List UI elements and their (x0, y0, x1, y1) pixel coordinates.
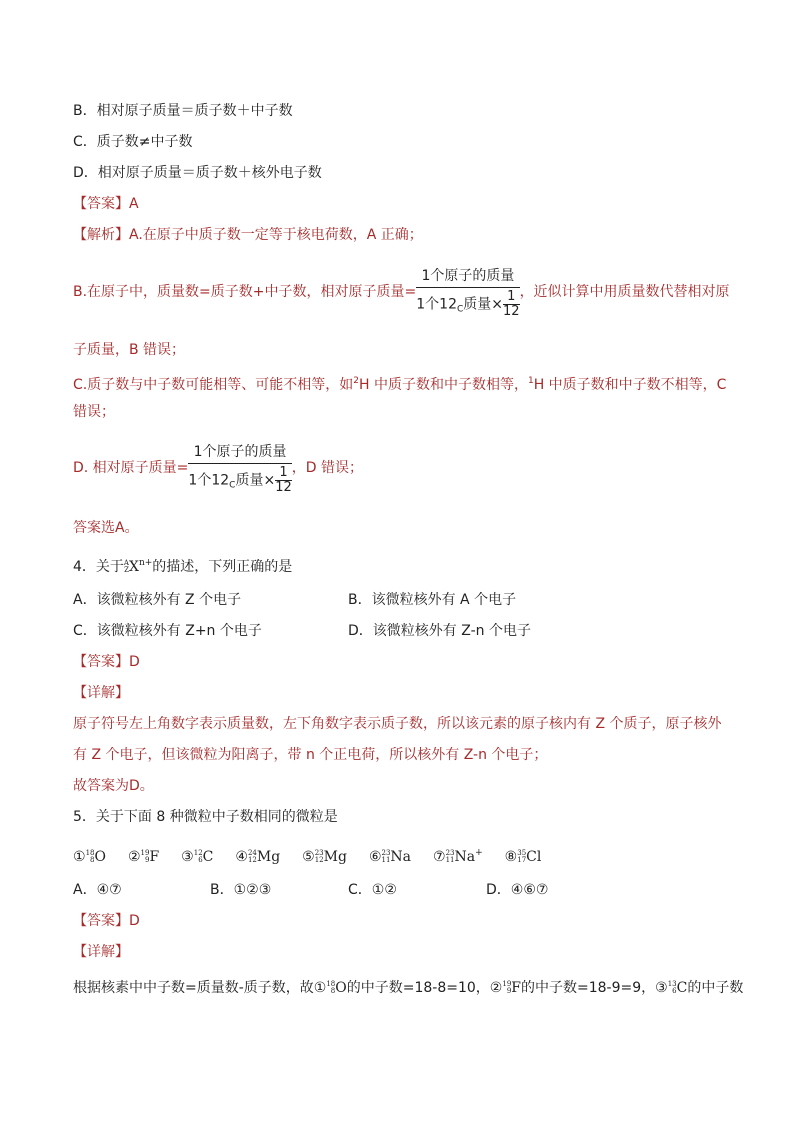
q3-option-b: B．相对原子质量＝质子数＋中子数 (73, 103, 293, 119)
q3-analysis-c: C.质子数与中子数可能相等、可能不相等，如$^2$H 中质子数和中子数相等，$^1$H 中质子数和中子数不相等，C (73, 376, 727, 393)
q5-stem: 5．关于下面 8 种微粒中子数相同的微粒是 (73, 809, 338, 825)
analysis-a-text: A.在原子中质子数一定等于核电荷数，A 正确； (129, 227, 423, 243)
answer-value: A (129, 196, 139, 212)
q4-option-c: C．该微粒核外有 Z+n 个电子 (73, 623, 262, 639)
q4-detail-1: 原子符号左上角数字表示质量数，左下角数字表示质子数，所以该元素的原子核内有 Z 个质子，原子核外 (73, 716, 722, 732)
q5-option-d: D．④⑥⑦ (486, 882, 549, 898)
particle-item: ② 19 9 F (127, 849, 160, 865)
fraction-denominator: 1个$12_C$质量× $\frac{1}{12}$ (416, 289, 520, 319)
q4-option-b: B．该微粒核外有 A 个电子 (348, 592, 517, 608)
particle-item: ⑥ 23 11 Na (368, 849, 412, 865)
q5-answer: 【答案】D (73, 913, 140, 929)
q3-analysis-b-cont: 子质量，B 错误； (73, 342, 186, 358)
q5-option-a: A．④⑦ (73, 882, 122, 898)
q3-answer (73, 194, 139, 214)
particle-item: ③ 12 6 C (181, 849, 214, 865)
q5-detail-label: 【详解】 (73, 944, 129, 960)
particle-item: ⑤ 23 12 Mg (302, 849, 347, 865)
analysis-b-post: ，近似计算中用质量数代替相对原 (519, 284, 730, 300)
q5-particles (73, 843, 541, 867)
q5-option-b: B．①②③ (210, 882, 272, 898)
q3-analysis-c-cont: 错误； (73, 404, 115, 420)
q5-detail-1: 根据核素中中子数=质量数-质子数，故① 18 8 O的中子数=18-8=10，② 19 9 F的中子数=18-9=9，③ 13 6 C的中子数 (73, 980, 744, 996)
q3-analysis-a (73, 225, 423, 245)
particle-item: ⑧ 35 17 Cl (504, 849, 542, 865)
q3-option-d: D．相对原子质量＝质子数＋核外电子数 (73, 165, 322, 181)
analysis-label: 【解析】 (73, 227, 129, 243)
q3-analysis-b (73, 262, 730, 322)
q4-option-d: D．该微粒核外有 Z-n 个电子 (348, 623, 531, 639)
q3-option-c: C．质子数≠中子数 (73, 134, 193, 150)
particle-item: ④ 24 12 Mg (235, 849, 281, 865)
q4-detail-3: 故答案为D。 (73, 778, 154, 794)
nuclide-symbol: A Z $X^{n+}$ (123, 558, 153, 575)
relative-mass-fraction-d: 1个原子的质量 1个$12_C$质量× $\frac{1}{12}$ (188, 441, 291, 495)
q4-detail-label: 【详解】 (73, 685, 129, 701)
q4-options-row1 (73, 590, 241, 610)
q4-answer: 【答案】D (73, 654, 140, 670)
fraction-numerator: 1个原子的质量 (416, 265, 519, 288)
particle-item: ⑦ 23 11 Na+ (433, 848, 483, 865)
particle-item: ① 18 8 O (73, 849, 106, 865)
q3-analysis-d: D. 相对原子质量= 1个原子的质量 1个$12_C$质量× $\frac{1}{12}$ ，D 错误； (73, 438, 363, 498)
answer-label: 【答案】 (73, 196, 129, 212)
q5-option-c: C．①② (348, 882, 397, 898)
analysis-b-pre: B.在原子中，质量数=质子数+中子数，相对原子质量= (73, 284, 417, 300)
relative-mass-fraction (416, 265, 519, 319)
q4-stem: 4．关于 A Z $X^{n+}$的描述，下列正确的是 (73, 553, 292, 577)
q4-detail-2: 有 Z 个电子，但该微粒为阳离子，带 n 个正电荷，所以核外有 Z-n 个电子； (73, 747, 548, 763)
q4-option-a: A．该微粒核外有 Z 个电子 (73, 592, 242, 608)
q3-conclusion: 答案选A。 (73, 520, 139, 536)
